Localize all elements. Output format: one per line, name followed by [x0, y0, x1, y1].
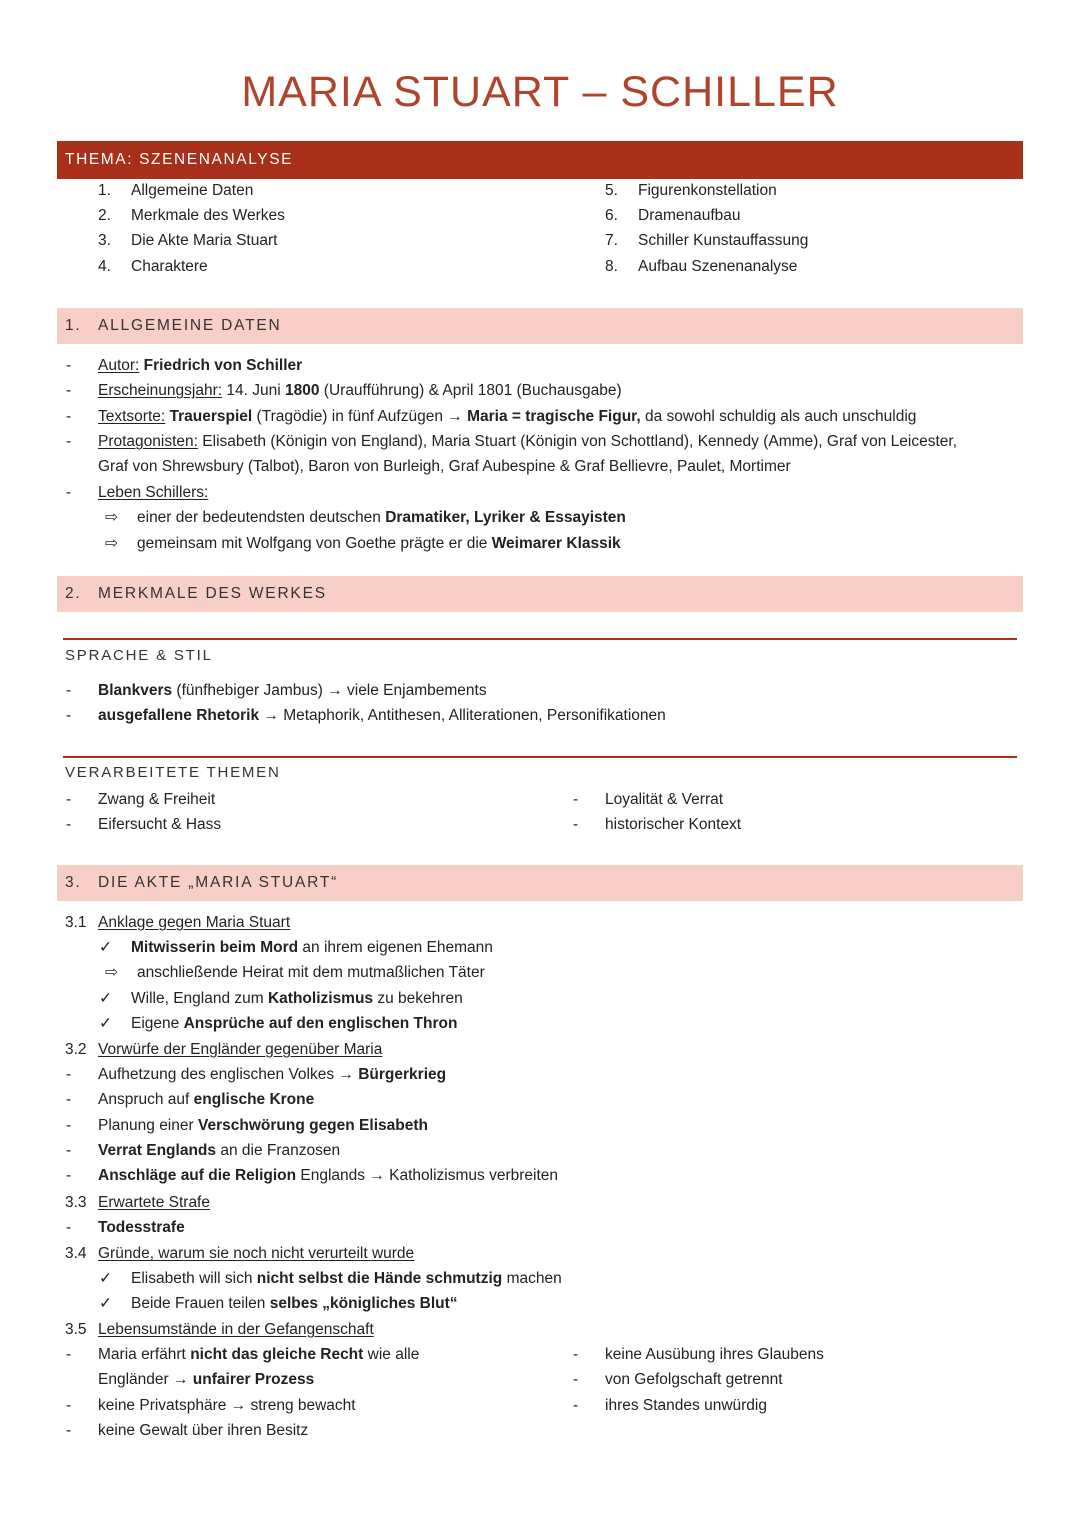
bullet-dash: -	[66, 408, 72, 425]
subheading-themen: VERARBEITETE THEMEN	[65, 764, 281, 781]
check-icon: ✓	[99, 1295, 112, 1312]
bullet-dash: -	[66, 1091, 72, 1108]
lebens-item: keine Ausübung ihres Glaubens	[605, 1346, 824, 1363]
check-icon: ✓	[99, 990, 112, 1007]
toc-num: 1.	[98, 182, 111, 199]
grund-item: Beide Frauen teilen selbes „königliches Blut“	[131, 1295, 458, 1312]
themen-item: historischer Kontext	[605, 816, 742, 833]
toc-item: Dramenaufbau	[638, 207, 741, 224]
bullet-dash: -	[66, 1397, 72, 1414]
bullet-dash: -	[66, 357, 72, 374]
anklage-item: Eigene Ansprüche auf den englischen Thron	[131, 1015, 458, 1032]
divider	[63, 638, 1017, 640]
bullet-dash: -	[573, 1346, 579, 1363]
bullet-dash: -	[66, 791, 72, 808]
bullet-dash: -	[66, 1066, 72, 1083]
toc-num: 6.	[605, 207, 618, 224]
info-protagonisten-cont: Graf von Shrewsbury (Talbot), Baron von Burleigh, Graf Aubespine & Graf Bellievre, Paulet, Mortimer	[98, 458, 791, 475]
info-protagonisten: Protagonisten: Elisabeth (Königin von England), Maria Stuart (Königin von Schottland), Kennedy (Amme), Graf von Leicester,	[98, 433, 958, 450]
bullet-dash: -	[66, 484, 72, 501]
lebens-item-cont: Engländer → unfairer Prozess	[98, 1371, 315, 1388]
section-header-3	[57, 865, 1023, 901]
page-title: MARIA STUART – SCHILLER	[241, 68, 839, 116]
lebens-item: von Gefolgschaft getrennt	[605, 1371, 783, 1388]
subsection-number: 3.4	[65, 1245, 87, 1262]
toc-num: 4.	[98, 258, 111, 275]
subheading-sprache: SPRACHE & STIL	[65, 647, 213, 664]
leben-item: einer der bedeutendsten deutschen Dramatiker, Lyriker & Essayisten	[137, 509, 626, 526]
bullet-dash: -	[66, 816, 72, 833]
section-number: 2.	[65, 585, 82, 602]
subsection-title: Anklage gegen Maria Stuart	[98, 914, 291, 931]
bullet-dash: -	[66, 1167, 72, 1184]
toc-item: Allgemeine Daten	[131, 182, 254, 199]
toc-item: Merkmale des Werkes	[131, 207, 285, 224]
bullet-dash: -	[66, 1422, 72, 1439]
subsection-number: 3.1	[65, 914, 87, 931]
arrow-icon: ⇨	[105, 964, 118, 981]
subsection-number: 3.2	[65, 1041, 87, 1058]
vorwurf-item: Aufhetzung des englischen Volkes → Bürgerkrieg	[98, 1066, 447, 1083]
anklage-item: Mitwisserin beim Mord an ihrem eigenen Ehemann	[131, 939, 493, 956]
arrow-icon: ⇨	[105, 509, 118, 526]
subsection-number: 3.5	[65, 1321, 87, 1338]
bullet-dash: -	[573, 1397, 579, 1414]
bullet-dash: -	[66, 707, 72, 724]
check-icon: ✓	[99, 1015, 112, 1032]
lebens-item: keine Gewalt über ihren Besitz	[98, 1422, 309, 1439]
toc-num: 3.	[98, 232, 111, 249]
bullet-dash: -	[66, 1142, 72, 1159]
subsection-title: Vorwürfe der Engländer gegenüber Maria	[98, 1041, 383, 1058]
section-number: 3.	[65, 874, 82, 891]
strafe-item: Todesstrafe	[98, 1219, 185, 1236]
theme-header: THEMA: SZENENANALYSE	[57, 141, 1023, 179]
section-header-2	[57, 576, 1023, 612]
toc-item: Charaktere	[131, 258, 208, 275]
info-autor: Autor: Friedrich von Schiller	[98, 357, 303, 374]
themen-item: Zwang & Freiheit	[98, 791, 216, 808]
bullet-dash: -	[573, 1371, 579, 1388]
bullet-dash: -	[66, 382, 72, 399]
anklage-item: Wille, England zum Katholizismus zu bekehren	[131, 990, 463, 1007]
themen-item: Loyalität & Verrat	[605, 791, 724, 808]
section-header-1	[57, 308, 1023, 344]
info-textsorte: Textsorte: Trauerspiel (Tragödie) in fünf Aufzügen → Maria = tragische Figur, da sowohl schuldig als auch unschuldig	[98, 408, 917, 425]
vorwurf-item: Anspruch auf englische Krone	[98, 1091, 315, 1108]
toc-num: 5.	[605, 182, 618, 199]
section-title: DIE AKTE „MARIA STUART“	[98, 874, 339, 891]
info-erscheinungsjahr: Erscheinungsjahr: 14. Juni 1800 (Uraufführung) & April 1801 (Buchausgabe)	[98, 382, 622, 399]
bullet-dash: -	[66, 1117, 72, 1134]
vorwurf-item: Verrat Englands an die Franzosen	[98, 1142, 341, 1159]
section-title: MERKMALE DES WERKES	[98, 585, 327, 602]
bullet-dash: -	[66, 1219, 72, 1236]
toc-num: 7.	[605, 232, 618, 249]
sprache-item: ausgefallene Rhetorik → Metaphorik, Antithesen, Alliterationen, Personifikationen	[98, 707, 666, 724]
anklage-item: anschließende Heirat mit dem mutmaßlichen Täter	[137, 964, 485, 981]
subsection-title: Erwartete Strafe	[98, 1194, 210, 1211]
themen-item: Eifersucht & Hass	[98, 816, 222, 833]
section-number: 1.	[65, 317, 82, 334]
toc-item: Aufbau Szenenanalyse	[638, 258, 798, 275]
arrow-icon: ⇨	[105, 535, 118, 552]
toc-num: 2.	[98, 207, 111, 224]
subsection-number: 3.3	[65, 1194, 87, 1211]
subsection-title: Gründe, warum sie noch nicht verurteilt wurde	[98, 1245, 415, 1262]
toc-num: 8.	[605, 258, 618, 275]
toc-item: Figurenkonstellation	[638, 182, 777, 199]
bullet-dash: -	[66, 682, 72, 699]
vorwurf-item: Anschläge auf die Religion Englands → Katholizismus verbreiten	[98, 1167, 559, 1184]
divider	[63, 756, 1017, 758]
bullet-dash: -	[66, 433, 72, 450]
vorwurf-item: Planung einer Verschwörung gegen Elisabeth	[98, 1117, 428, 1134]
bullet-dash: -	[66, 1346, 72, 1363]
toc-item: Schiller Kunstauffassung	[638, 232, 809, 249]
subsection-title: Lebensumstände in der Gefangenschaft	[98, 1321, 374, 1338]
lebens-item: Maria erfährt nicht das gleiche Recht wie alle	[98, 1346, 420, 1363]
grund-item: Elisabeth will sich nicht selbst die Hände schmutzig machen	[131, 1270, 562, 1287]
check-icon: ✓	[99, 1270, 112, 1287]
section-title: ALLGEMEINE DATEN	[98, 317, 282, 334]
leben-item: gemeinsam mit Wolfgang von Goethe prägte er die Weimarer Klassik	[137, 535, 621, 552]
check-icon: ✓	[99, 939, 112, 956]
info-leben: Leben Schillers:	[98, 484, 209, 501]
lebens-item: keine Privatsphäre → streng bewacht	[98, 1397, 356, 1414]
sprache-item: Blankvers (fünfhebiger Jambus) → viele Enjambements	[98, 682, 487, 699]
bullet-dash: -	[573, 816, 579, 833]
bullet-dash: -	[573, 791, 579, 808]
lebens-item: ihres Standes unwürdig	[605, 1397, 767, 1414]
toc-item: Die Akte Maria Stuart	[131, 232, 278, 249]
